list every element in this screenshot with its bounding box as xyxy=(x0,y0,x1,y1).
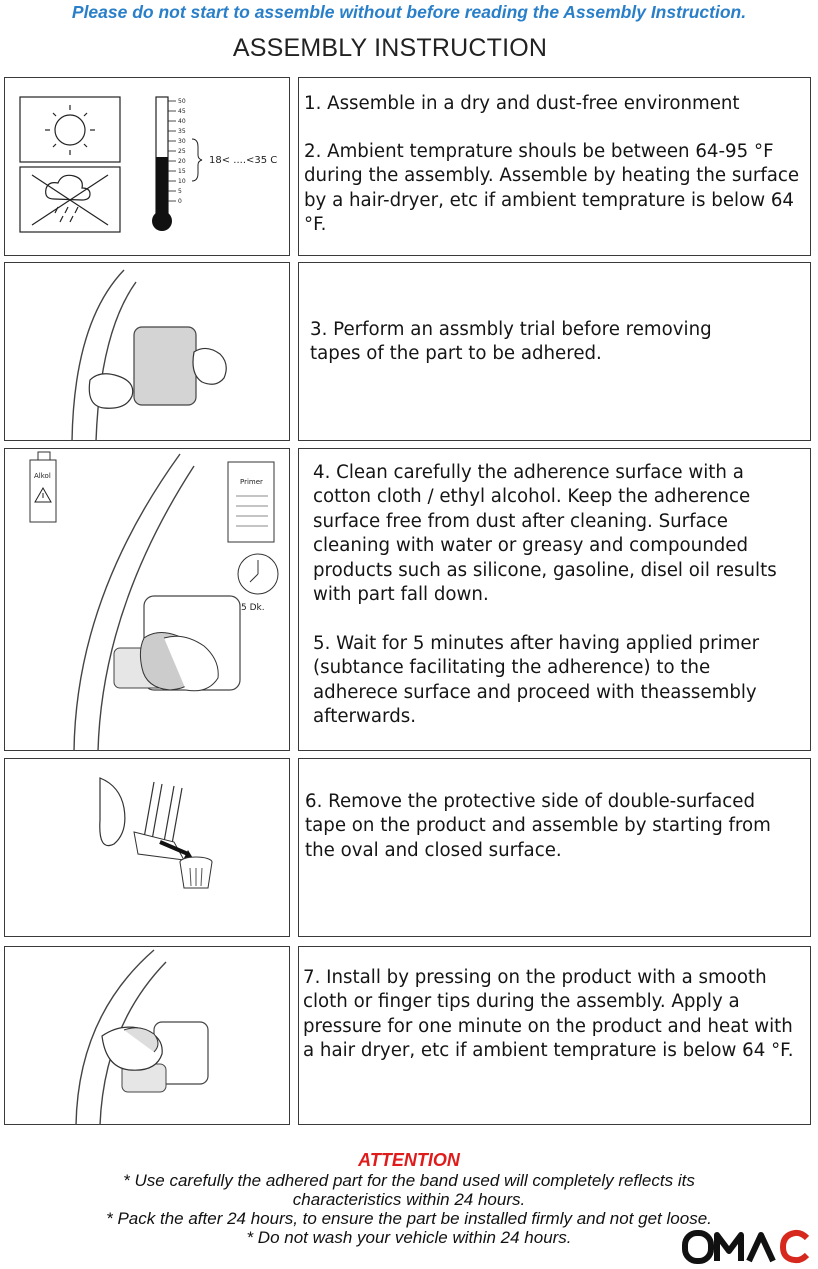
attention-line-1: * Use carefully the adhered part for the band used will completely reflects its xyxy=(123,1171,695,1190)
step-2-text: 2. Ambient temprature shouls be between 64-95 °F during the assembly. Assemble by heating the surface by a hair-dryer, etc if ambient temprature is below 64 °F. xyxy=(304,141,800,236)
temperature-range-label: 18< ....<35 C xyxy=(209,155,278,166)
primer-label: Primer xyxy=(240,478,263,486)
tick-label: 45 xyxy=(178,108,186,115)
tick-label: 10 xyxy=(178,178,186,185)
omac-logo xyxy=(683,1229,813,1265)
tick-label: 50 xyxy=(178,98,186,105)
tick-label: 25 xyxy=(178,148,186,155)
bottle-label: Alkol xyxy=(34,472,51,480)
attention-line-2: characteristics within 24 hours. xyxy=(292,1190,526,1209)
tick-label: 0 xyxy=(178,198,182,205)
step-1-text: 1. Assemble in a dry and dust-free environment xyxy=(304,93,740,114)
weather-illustration xyxy=(18,95,150,235)
step-6-text: 6. Remove the protective side of double-surfaced tape on the product and assemble by starting from the oval and closed surface. xyxy=(305,791,771,861)
step-5-text: 5. Wait for 5 minutes after having applied primer (subtance facilitating the adherence) to the adherece surface and proceed with theassembly afterwards. xyxy=(313,633,760,728)
warning-banner: Please do not start to assemble without before reading the Assembly Instruction. xyxy=(71,2,747,22)
attention-line-3: * Pack the after 24 hours, to ensure the part be installed firmly and not get loose. xyxy=(106,1209,712,1228)
tick-label: 5 xyxy=(178,188,182,195)
step-4-text: 4. Clean carefully the adherence surface with a cotton cloth / ethyl alcohol. Keep the adherence surface free from dust after cleaning. Surface cleaning with water or greasy and compounded products such as silicone, gasoline, disel oil results with part fall down. xyxy=(313,462,777,606)
step-7-text: 7. Install by pressing on the product with a smooth cloth or finger tips during the assembly. Apply a pressure for one minute on the product and heat with a hair dryer, etc if ambient temprature is below 64 °F. xyxy=(303,967,794,1062)
tick-label: 40 xyxy=(178,118,186,125)
omac-letter-o xyxy=(685,1233,711,1261)
thermometer-icon xyxy=(148,95,288,235)
attention-line-4: * Do not wash your vehicle within 24 hours. xyxy=(246,1228,572,1247)
alcohol-bottle-icon xyxy=(30,452,56,522)
tick-label: 35 xyxy=(178,128,186,135)
pressing-illustration xyxy=(4,946,290,1125)
cleaning-illustration xyxy=(4,448,290,751)
attention-title: ATTENTION xyxy=(358,1150,460,1170)
trash-bin-icon xyxy=(180,857,212,888)
tape-removal-illustration xyxy=(4,758,290,937)
timer-icon xyxy=(238,554,278,613)
primer-sheet-icon xyxy=(228,462,274,542)
tick-label: 15 xyxy=(178,168,186,175)
step-3-text: 3. Perform an assmbly trial before removing tapes of the part to be adhered. xyxy=(310,319,712,365)
tick-label: 30 xyxy=(178,138,186,145)
page-title: ASSEMBLY INSTRUCTION xyxy=(232,34,548,62)
timer-label: 5 Dk. xyxy=(241,603,265,613)
mirror-trial-illustration xyxy=(4,262,290,441)
tick-label: 20 xyxy=(178,158,186,165)
